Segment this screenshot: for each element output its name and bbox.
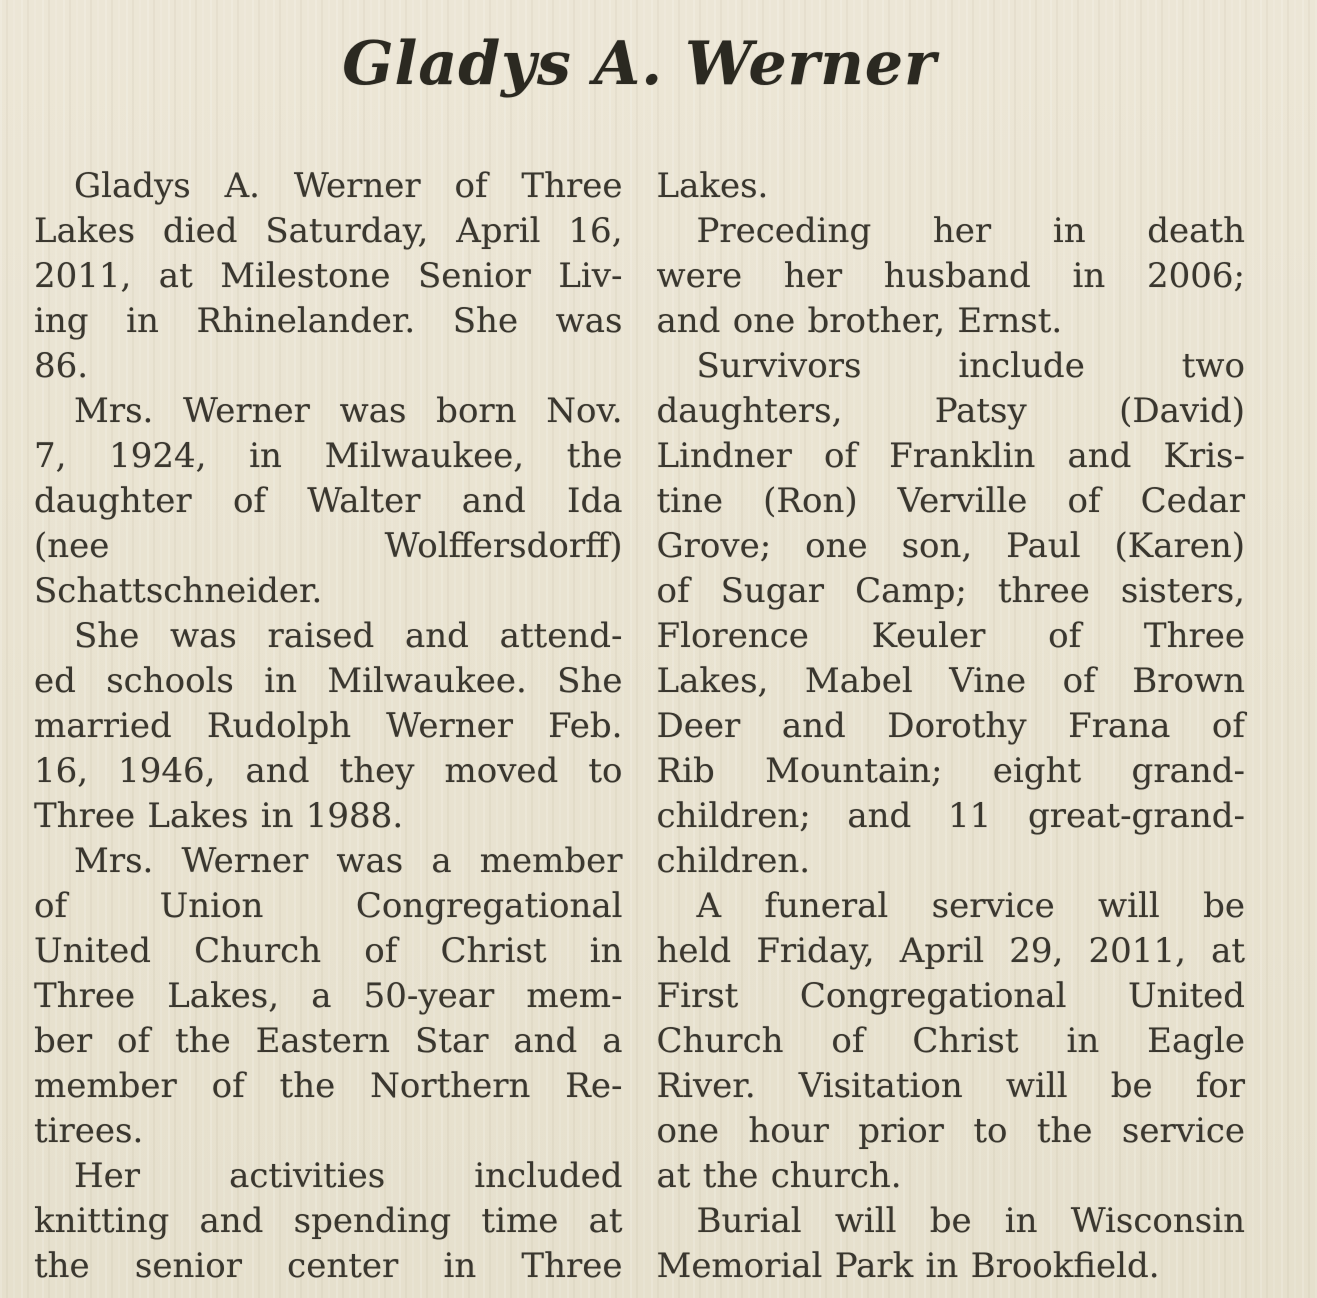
text-line: United Church of Christ in bbox=[34, 931, 623, 971]
text-line: daughter of Walter and Ida bbox=[34, 481, 623, 521]
text-line: at the church. bbox=[656, 1156, 902, 1196]
text-line: Preceding her in death bbox=[696, 211, 1245, 251]
text-line: A funeral service will be bbox=[696, 886, 1245, 926]
text-line: were her husband in 2006; bbox=[656, 256, 1245, 296]
article-body bbox=[34, 164, 1245, 1289]
text-line: of Union Congregational bbox=[34, 886, 623, 926]
text-line: one hour prior to the service bbox=[656, 1111, 1245, 1151]
text-line: the senior center in Three bbox=[34, 1246, 623, 1286]
text-line: Lakes. bbox=[656, 166, 769, 206]
text-line: ed schools in Milwaukee. She bbox=[34, 661, 623, 701]
text-line: She was raised and attend- bbox=[74, 616, 623, 656]
text-line: Grove; one son, Paul (Karen) bbox=[656, 526, 1245, 566]
text-line: Survivors include two bbox=[696, 346, 1245, 386]
left-column bbox=[34, 164, 623, 1289]
text-line: Mrs. Werner was a member bbox=[74, 841, 623, 881]
text-line: Three Lakes in 1988. bbox=[34, 796, 404, 836]
text-line: children; and 11 great-grand- bbox=[656, 796, 1245, 836]
text-line: Schattschneider. bbox=[34, 571, 323, 611]
text-line: Lindner of Franklin and Kris- bbox=[656, 436, 1245, 476]
text-line: 16, 1946, and they moved to bbox=[34, 751, 623, 791]
text-line: knitting and spending time at bbox=[34, 1201, 623, 1241]
text-line: 2011, at Milestone Senior Liv- bbox=[34, 256, 623, 296]
text-line: children. bbox=[656, 841, 811, 881]
text-line: member of the Northern Re- bbox=[34, 1066, 623, 1106]
text-line: Lakes died Saturday, April 16, bbox=[34, 211, 623, 251]
text-line: ing in Rhinelander. She was bbox=[34, 301, 623, 341]
text-line: tirees. bbox=[34, 1111, 144, 1151]
text-line: Rib Mountain; eight grand- bbox=[656, 751, 1245, 791]
text-line: ber of the Eastern Star and a bbox=[34, 1021, 623, 1061]
text-line: Memorial Park in Brookfield. bbox=[656, 1246, 1160, 1286]
text-line: married Rudolph Werner Feb. bbox=[34, 706, 623, 746]
text-line: and one brother, Ernst. bbox=[656, 301, 1063, 341]
text-line: tine (Ron) Verville of Cedar bbox=[656, 481, 1245, 521]
text-line: Three Lakes, a 50-year mem- bbox=[34, 976, 623, 1016]
text-line: Florence Keuler of Three bbox=[656, 616, 1245, 656]
text-line: daughters, Patsy (David) bbox=[656, 391, 1245, 431]
text-line: First Congregational United bbox=[656, 976, 1245, 1016]
text-line: held Friday, April 29, 2011, at bbox=[656, 931, 1245, 971]
text-line: of Sugar Camp; three sisters, bbox=[656, 571, 1245, 611]
text-line: Mrs. Werner was born Nov. bbox=[74, 391, 623, 431]
text-line: Church of Christ in Eagle bbox=[656, 1021, 1245, 1061]
text-line: 7, 1924, in Milwaukee, the bbox=[34, 436, 623, 476]
right-column bbox=[657, 164, 1246, 1289]
text-line: (nee Wolffersdorff) bbox=[34, 526, 623, 566]
text-line: River. Visitation will be for bbox=[656, 1066, 1245, 1106]
text-line: Lakes, Mabel Vine of Brown bbox=[656, 661, 1245, 701]
text-line: 86. bbox=[34, 346, 89, 386]
obituary-title: Gladys A. Werner bbox=[342, 29, 937, 99]
text-line: Gladys A. Werner of Three bbox=[74, 166, 623, 206]
text-line: Her activities included bbox=[74, 1156, 623, 1196]
text-line: Burial will be in Wisconsin bbox=[696, 1201, 1245, 1241]
text-line: Deer and Dorothy Frana of bbox=[656, 706, 1245, 746]
